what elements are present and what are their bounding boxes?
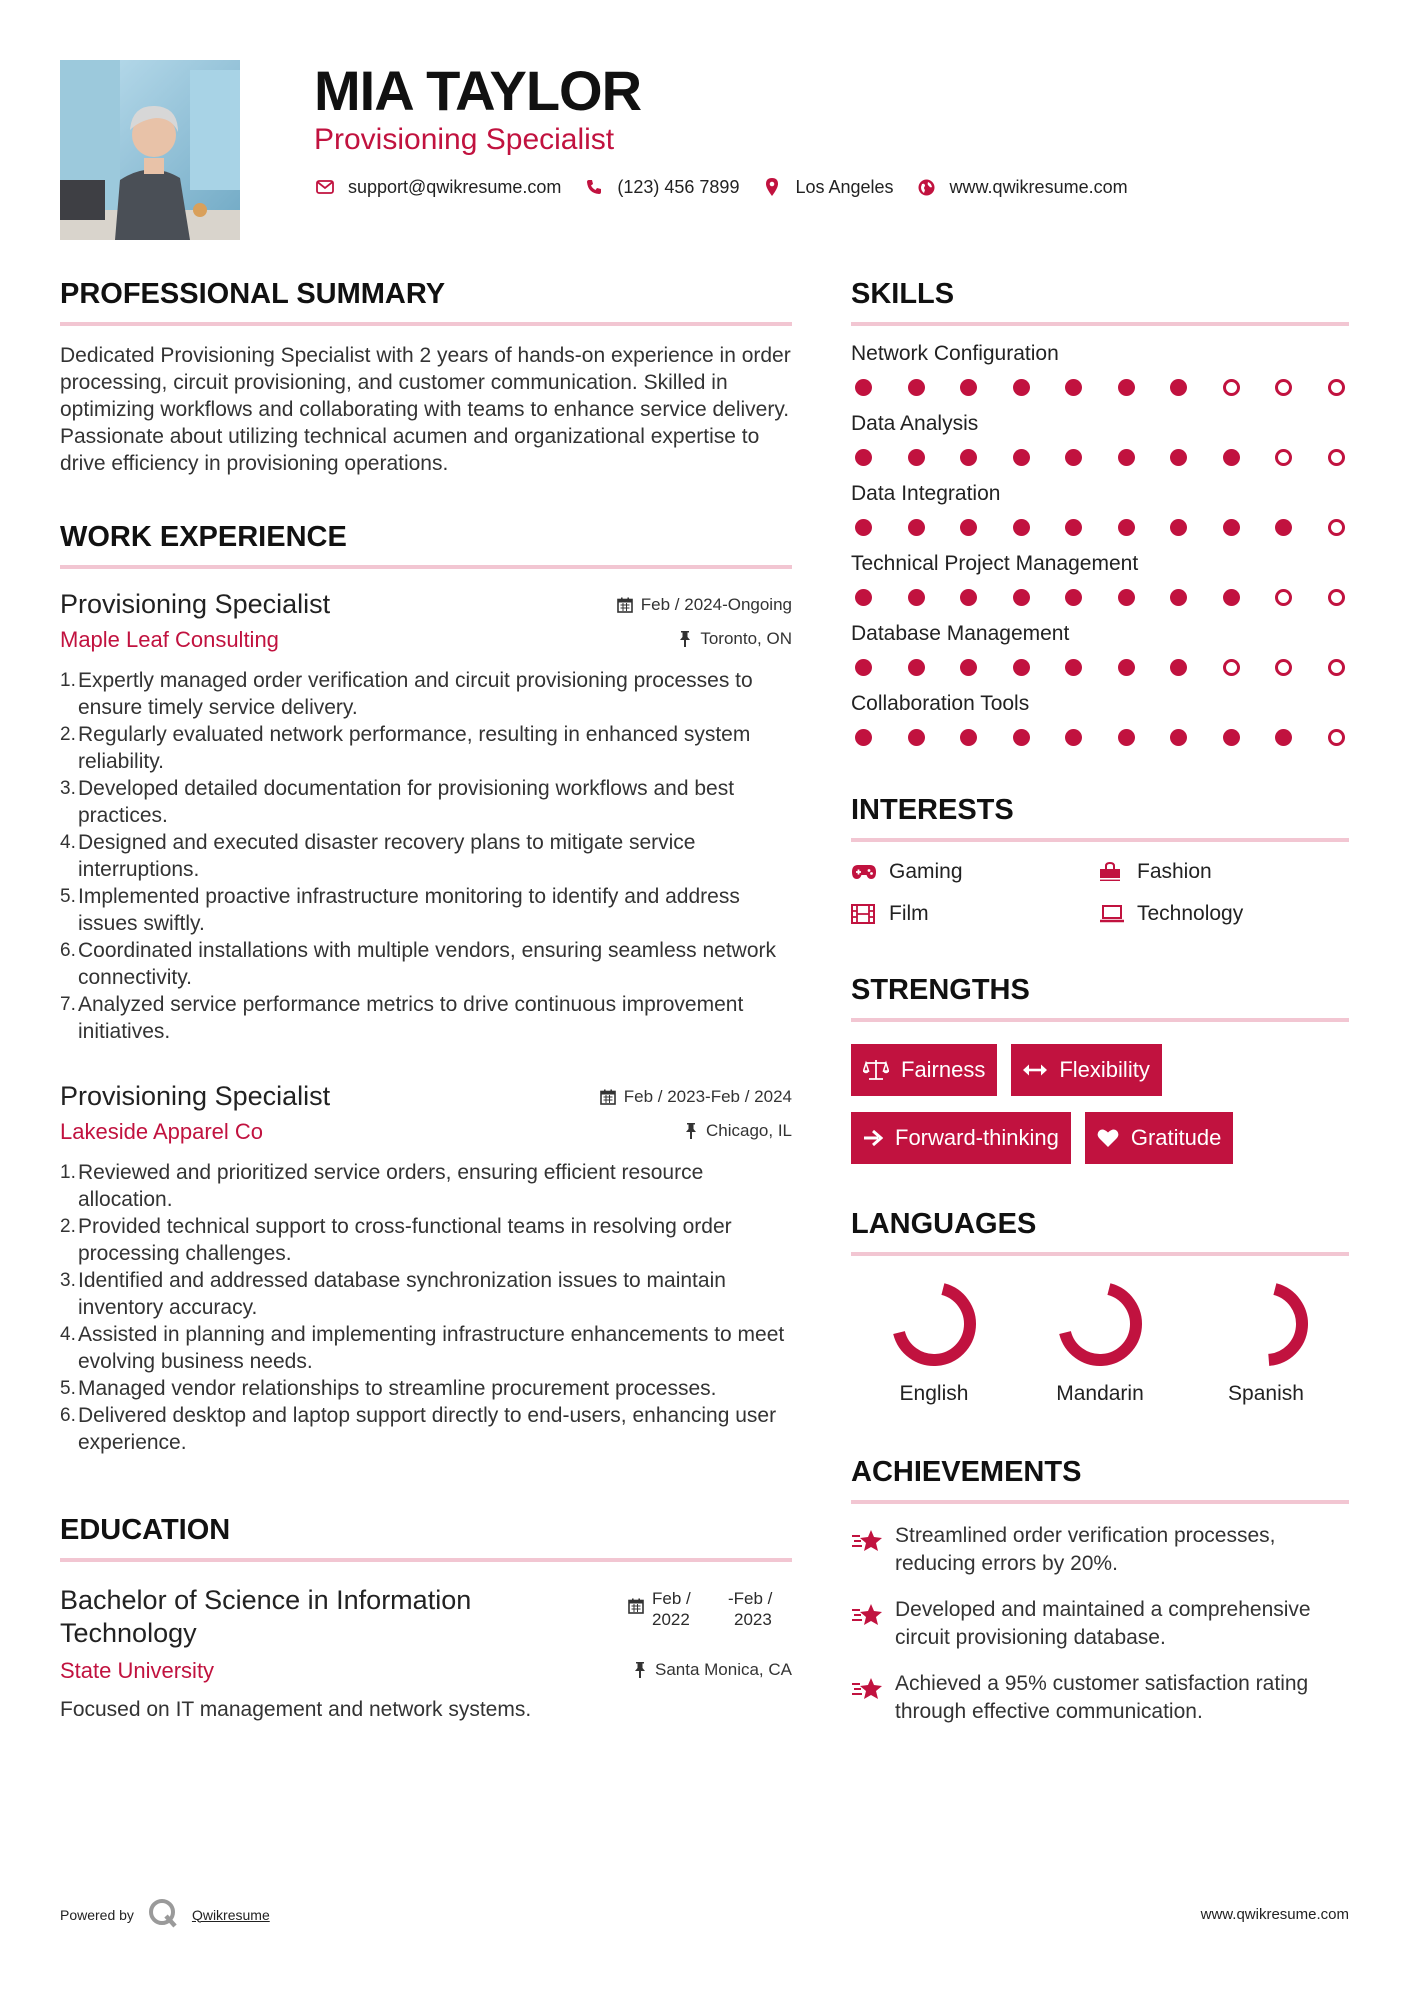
language-label: English — [899, 1382, 969, 1405]
skill-dot-filled — [1275, 519, 1292, 536]
job-location-text: Toronto, ON — [700, 629, 792, 648]
strengths-list — [851, 1044, 1349, 1164]
skill-dot-empty — [1275, 659, 1292, 676]
education-heading: EDUCATION — [60, 1506, 792, 1562]
contact-bar — [314, 176, 1150, 198]
job-entry — [60, 587, 792, 1045]
strengths-section — [851, 966, 1349, 1164]
list-item: 6. Coordinated installations with multiple vendors, ensuring seamless network connectivity. — [60, 939, 777, 989]
skill-item — [851, 620, 1349, 676]
skill-dot-filled — [855, 659, 872, 676]
interest-item — [851, 860, 1099, 884]
skill-dot-filled — [855, 379, 872, 396]
languages-section — [851, 1200, 1349, 1406]
heart-icon — [1097, 1128, 1119, 1148]
film-icon — [851, 902, 879, 926]
language-level-arc — [1065, 1289, 1136, 1360]
skill-dot-filled — [1223, 729, 1240, 746]
list-item: 2. Provided technical support to cross-functional teams in resolving order processing challenges. — [60, 1215, 732, 1265]
skill-name: Database Management — [851, 622, 1070, 645]
achievement-item — [851, 1596, 1349, 1652]
experience-heading: WORK EXPERIENCE — [60, 513, 792, 569]
interest-label: Gaming — [889, 860, 963, 883]
skill-dot-filled — [855, 729, 872, 746]
left-column — [60, 270, 792, 1723]
achievements-section — [851, 1448, 1349, 1726]
pushpin-icon — [633, 1662, 647, 1678]
skill-dot-empty — [1328, 659, 1345, 676]
language-level-ring — [1220, 1278, 1312, 1370]
skills-list — [851, 340, 1349, 746]
achievements-list — [851, 1522, 1349, 1726]
language-level-arc — [1269, 1289, 1302, 1360]
skill-dot-filled — [1065, 519, 1082, 536]
edu-degree: Bachelor of Science in Information Technology — [60, 1585, 472, 1648]
skill-dot-filled — [908, 379, 925, 396]
strength-label: Flexibility — [1059, 1057, 1150, 1082]
skill-rating — [851, 449, 1349, 466]
skill-dot-filled — [960, 449, 977, 466]
skill-dot-filled — [1275, 729, 1292, 746]
skill-dot-filled — [1170, 449, 1187, 466]
list-item: 7. Analyzed service performance metrics to drive continuous improvement initiatives. — [60, 993, 744, 1043]
skill-dot-filled — [1170, 589, 1187, 606]
job-dates-text: Feb / 2024-Ongoing — [640, 595, 792, 614]
education-section — [60, 1506, 792, 1723]
skill-dot-filled — [1013, 659, 1030, 676]
job-entry — [60, 1079, 792, 1456]
skill-dot-filled — [1223, 519, 1240, 536]
skills-heading: SKILLS — [851, 270, 1349, 326]
list-item: 3. Developed detailed documentation for provisioning workflows and best practices. — [60, 777, 735, 827]
job-company: Lakeside Apparel Co — [60, 1119, 264, 1144]
language-item — [1017, 1278, 1183, 1406]
summary-section — [60, 270, 792, 477]
contact-phone[interactable]: (123) 456 7899 — [617, 176, 740, 197]
calendar-icon — [628, 1598, 644, 1614]
skill-name: Data Integration — [851, 482, 1001, 505]
language-level-ring — [888, 1278, 980, 1370]
footer-website[interactable]: www.qwikresume.com — [1200, 1906, 1349, 1923]
skill-dot-filled — [1170, 729, 1187, 746]
job-location-text: Chicago, IL — [706, 1121, 792, 1140]
skill-dot-filled — [1118, 729, 1135, 746]
languages-list — [851, 1278, 1349, 1406]
skill-dot-filled — [1065, 449, 1082, 466]
skill-item — [851, 550, 1349, 606]
list-item: 6. Delivered desktop and laptop support directly to end-users, enhancing user experience. — [60, 1404, 777, 1454]
skill-dot-filled — [908, 589, 925, 606]
skill-name: Network Configuration — [851, 342, 1059, 365]
envelope-icon — [314, 176, 336, 198]
achievements-heading: ACHIEVEMENTS — [851, 1448, 1349, 1504]
shooting-star-icon — [851, 1596, 895, 1652]
pushpin-icon — [678, 631, 692, 647]
skill-dot-filled — [1013, 379, 1030, 396]
job-role: Provisioning Specialist — [60, 1081, 331, 1111]
achievement-text: Streamlined order verification processes, reducing errors by 20%. — [895, 1524, 1276, 1575]
job-bullets — [60, 667, 792, 1045]
summary-text: Dedicated Provisioning Specialist with 2 years of hands-on experience in order processing, circuit provisioning, and customer communication. Skilled in optimizing workflows and collaborating with teams to enhance service delivery. Passionate about utilizing technical acumen and organizational expertise to drive efficiency in provisioning operations. — [60, 344, 791, 475]
candidate-title: Provisioning Specialist — [314, 123, 615, 156]
achievement-item — [851, 1522, 1349, 1578]
strength-label: Fairness — [901, 1057, 986, 1082]
globe-icon — [916, 176, 938, 198]
skill-rating — [851, 659, 1349, 676]
interests-heading: INTERESTS — [851, 786, 1349, 842]
footer-powered-by — [60, 1898, 270, 1931]
list-item: 4. Assisted in planning and implementing infrastructure enhancements to meet evolving business needs. — [60, 1323, 785, 1373]
skill-dot-filled — [1170, 519, 1187, 536]
contact-location: Los Angeles — [795, 176, 894, 197]
skill-dot-filled — [1118, 379, 1135, 396]
interests-section — [851, 786, 1349, 926]
gamepad-icon — [851, 860, 879, 884]
language-label: Mandarin — [1056, 1382, 1144, 1405]
skill-dot-filled — [855, 519, 872, 536]
candidate-name: MIA TAYLOR — [314, 59, 642, 122]
skill-item — [851, 410, 1349, 466]
achievement-text: Developed and maintained a comprehensive circuit provisioning database. — [895, 1598, 1311, 1649]
skill-dot-filled — [1013, 589, 1030, 606]
edu-description: Focused on IT management and network systems. — [60, 1698, 532, 1721]
summary-heading: PROFESSIONAL SUMMARY — [60, 270, 792, 326]
skill-dot-filled — [1013, 449, 1030, 466]
qwikresume-logo-icon — [148, 1898, 178, 1931]
calendar-icon — [600, 1089, 616, 1105]
skill-dot-empty — [1328, 449, 1345, 466]
language-label: Spanish — [1228, 1382, 1304, 1405]
experience-section — [60, 513, 792, 1456]
language-level-ring — [1054, 1278, 1146, 1370]
interest-label: Film — [889, 902, 929, 925]
skill-dot-filled — [960, 519, 977, 536]
languages-heading: LANGUAGES — [851, 1200, 1349, 1256]
skill-dot-filled — [908, 519, 925, 536]
skill-dot-filled — [960, 379, 977, 396]
strength-label: Forward-thinking — [895, 1125, 1059, 1150]
achievement-item — [851, 1670, 1349, 1726]
balance-scale-icon — [863, 1059, 889, 1081]
skill-dot-empty — [1223, 659, 1240, 676]
skill-dot-empty — [1275, 449, 1292, 466]
skill-item — [851, 340, 1349, 396]
skill-dot-empty — [1328, 379, 1345, 396]
map-pin-icon — [761, 176, 783, 198]
skill-dot-empty — [1275, 589, 1292, 606]
edu-end-month: -Feb / — [728, 1589, 773, 1608]
skill-rating — [851, 589, 1349, 606]
job-company: Maple Leaf Consulting — [60, 627, 279, 652]
job-role: Provisioning Specialist — [60, 589, 331, 619]
skill-dot-filled — [855, 449, 872, 466]
skills-section — [851, 270, 1349, 746]
skill-item — [851, 690, 1349, 746]
phone-icon — [583, 176, 605, 198]
powered-by-label: Powered by — [60, 1906, 134, 1923]
list-item: 4. Designed and executed disaster recovery plans to mitigate service interruptions. — [60, 831, 696, 881]
strength-tag — [1085, 1112, 1234, 1164]
edu-location-text: Santa Monica, CA — [654, 1660, 792, 1679]
strength-tag — [851, 1044, 997, 1096]
skill-dot-empty — [1328, 589, 1345, 606]
skill-dot-filled — [908, 729, 925, 746]
skill-dot-filled — [908, 659, 925, 676]
strength-tag — [851, 1112, 1071, 1164]
shooting-star-icon — [851, 1670, 895, 1726]
laptop-icon — [1099, 902, 1127, 926]
skill-dot-empty — [1275, 379, 1292, 396]
qwikresume-link[interactable]: Qwikresume — [191, 1906, 270, 1923]
edu-end-year: 2023 — [734, 1610, 772, 1629]
skill-dot-filled — [1013, 519, 1030, 536]
edu-start-year: 2022 — [652, 1610, 690, 1629]
list-item: 3. Identified and addressed database synchronization issues to maintain inventory accuracy. — [60, 1269, 726, 1319]
job-dates — [617, 595, 792, 615]
skill-dot-filled — [960, 589, 977, 606]
job-dates — [600, 1087, 792, 1107]
skill-dot-filled — [1118, 519, 1135, 536]
edu-dates — [628, 1588, 792, 1630]
arrows-horizontal-icon — [1023, 1063, 1047, 1077]
skill-dot-filled — [1065, 379, 1082, 396]
strengths-heading: STRENGTHS — [851, 966, 1349, 1022]
skill-name: Technical Project Management — [851, 552, 1139, 575]
edu-location — [633, 1660, 792, 1680]
skill-dot-filled — [1223, 589, 1240, 606]
profile-photo — [60, 60, 240, 240]
edu-start-month: Feb / — [652, 1589, 691, 1608]
calendar-icon — [617, 597, 633, 613]
list-item: 5. Implemented proactive infrastructure monitoring to identify and address issues swiftly. — [60, 885, 740, 935]
edu-school: State University — [60, 1658, 215, 1683]
skill-dot-filled — [1065, 729, 1082, 746]
interest-label: Technology — [1137, 902, 1244, 925]
interest-item — [1099, 860, 1347, 884]
interest-item — [1099, 902, 1347, 926]
pushpin-icon — [684, 1123, 698, 1139]
language-level-arc — [899, 1289, 970, 1360]
skill-dot-filled — [908, 449, 925, 466]
job-bullets — [60, 1159, 792, 1456]
list-item: 1. Reviewed and prioritized service orders, ensuring efficient resource allocation. — [60, 1161, 704, 1211]
skill-item — [851, 480, 1349, 536]
language-item — [1183, 1278, 1349, 1406]
contact-email[interactable]: support@qwikresume.com — [348, 176, 562, 197]
strength-tag — [1011, 1044, 1161, 1096]
skill-rating — [851, 729, 1349, 746]
skill-dot-filled — [1118, 449, 1135, 466]
skill-dot-filled — [1065, 589, 1082, 606]
right-column — [851, 270, 1349, 1726]
skill-dot-filled — [1118, 589, 1135, 606]
interest-label: Fashion — [1137, 860, 1212, 883]
skill-dot-empty — [1223, 379, 1240, 396]
skill-rating — [851, 519, 1349, 536]
skill-dot-filled — [855, 589, 872, 606]
arrow-right-icon — [863, 1129, 883, 1147]
achievement-text: Achieved a 95% customer satisfaction rating through effective communication. — [895, 1672, 1309, 1723]
skill-dot-empty — [1328, 519, 1345, 536]
shooting-star-icon — [851, 1522, 895, 1578]
skill-name: Collaboration Tools — [851, 692, 1030, 715]
skill-dot-empty — [1328, 729, 1345, 746]
skill-dot-filled — [1065, 659, 1082, 676]
skill-dot-filled — [960, 729, 977, 746]
skill-dot-filled — [960, 659, 977, 676]
language-item — [851, 1278, 1017, 1406]
list-item: 2. Regularly evaluated network performance, resulting in enhanced system reliability. — [60, 723, 751, 773]
job-location — [678, 629, 792, 649]
list-item: 5. Managed vendor relationships to streamline procurement processes. — [60, 1377, 717, 1400]
strength-label: Gratitude — [1130, 1125, 1222, 1150]
interest-item — [851, 902, 1099, 926]
job-dates-text: Feb / 2023-Feb / 2024 — [623, 1087, 792, 1106]
interests-list — [851, 860, 1349, 926]
contact-website[interactable]: www.qwikresume.com — [949, 176, 1128, 197]
skill-dot-filled — [1170, 379, 1187, 396]
skill-dot-filled — [1118, 659, 1135, 676]
job-location — [684, 1121, 792, 1141]
skill-name: Data Analysis — [851, 412, 979, 435]
skill-dot-filled — [1013, 729, 1030, 746]
shopping-bag-icon — [1099, 860, 1127, 884]
skill-dot-filled — [1223, 449, 1240, 466]
list-item: 1. Expertly managed order verification and circuit provisioning processes to ensure timely service delivery. — [60, 669, 753, 719]
skill-dot-filled — [1170, 659, 1187, 676]
skill-rating — [851, 379, 1349, 396]
